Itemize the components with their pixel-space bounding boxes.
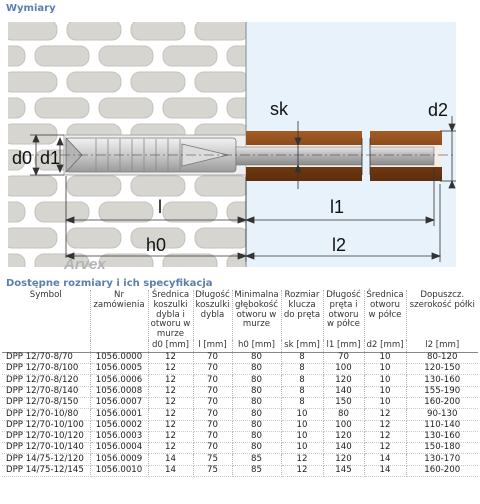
table-row <box>2 443 478 454</box>
table-cell: 80 <box>232 443 281 454</box>
unit-cell: sk [mm] <box>281 340 323 352</box>
table-cell: 8 <box>281 375 323 386</box>
table-cell: 10 <box>281 431 323 442</box>
label-d0: d0 <box>12 148 33 168</box>
label-l1: l1 <box>330 197 345 217</box>
table-cell: 140 <box>323 386 364 397</box>
table-cell: 12 <box>148 386 193 397</box>
table-cell-symbol: DPP 12/70-8/100 <box>2 364 90 375</box>
table-cell-symbol: DPP 14/75-12/120 <box>2 454 90 465</box>
table-cell-symbol: DPP 12/70-10/140 <box>2 443 90 454</box>
table-cell: 120 <box>323 454 364 465</box>
spec-table-body <box>2 352 478 476</box>
table-cell: 10 <box>364 386 406 397</box>
table-cell: 14 <box>364 465 406 476</box>
table-cell: 1056.0009 <box>90 454 148 465</box>
table-cell: 70 <box>193 397 232 408</box>
anchor-diagram-svg <box>0 18 480 275</box>
spec-title: Dostępne rozmiary i ich specyfikacja <box>6 278 213 289</box>
units-row <box>2 340 478 352</box>
col-order-no: Nr zamówienia <box>90 290 148 340</box>
table-row <box>2 420 478 431</box>
table-cell: 75 <box>193 454 232 465</box>
col-sk: Rozmiar klucza do pręta <box>281 290 323 340</box>
table-cell: 90-130 <box>406 409 478 420</box>
table-cell: 1056.0008 <box>90 386 148 397</box>
table-row <box>2 454 478 465</box>
table-cell: 12 <box>364 420 406 431</box>
col-d2: Średnica otworu w półce <box>364 290 406 340</box>
unit-cell: l1 [mm] <box>323 340 364 352</box>
table-cell-symbol: DPP 14/75-12/145 <box>2 465 90 476</box>
unit-cell: d2 [mm] <box>364 340 406 352</box>
table-cell: 80 <box>232 352 281 363</box>
table-cell: 12 <box>148 431 193 442</box>
table-cell: 85 <box>232 465 281 476</box>
table-cell: 10 <box>364 397 406 408</box>
label-l2: l2 <box>332 235 347 255</box>
label-d2: d2 <box>428 100 449 120</box>
table-cell: 145 <box>323 465 364 476</box>
table-cell-symbol: DPP 12/70-10/120 <box>2 431 90 442</box>
table-cell: 8 <box>281 397 323 408</box>
table-cell-symbol: DPP 12/70-10/100 <box>2 420 90 431</box>
table-cell: 12 <box>364 443 406 454</box>
label-h0: h0 <box>146 235 167 255</box>
table-cell: 150 <box>323 397 364 408</box>
table-cell: 80-120 <box>406 352 478 363</box>
table-cell: 100 <box>323 364 364 375</box>
table-cell: 80 <box>232 431 281 442</box>
table-cell: 160-200 <box>406 397 478 408</box>
table-cell: 12 <box>148 420 193 431</box>
table-cell: 10 <box>281 420 323 431</box>
table-cell: 150-180 <box>406 443 478 454</box>
table-cell: 160-200 <box>406 465 478 476</box>
table-row <box>2 431 478 442</box>
col-symbol: Symbol <box>2 290 90 340</box>
col-h0: Minimalna głębokość otworu w murze <box>232 290 281 340</box>
table-cell: 85 <box>232 454 281 465</box>
table-row <box>2 465 478 476</box>
table-row <box>2 352 478 363</box>
table-cell: 12 <box>364 431 406 442</box>
table-cell: 80 <box>232 386 281 397</box>
table-cell: 10 <box>281 409 323 420</box>
col-l1: Długość pręta i otworu w półce <box>323 290 364 340</box>
section-title: Wymiary <box>6 3 56 14</box>
table-cell: 1056.0005 <box>90 364 148 375</box>
table-cell: 1056.0002 <box>90 420 148 431</box>
table-cell: 70 <box>193 409 232 420</box>
table-cell: 70 <box>193 420 232 431</box>
table-cell: 1056.0004 <box>90 443 148 454</box>
table-cell-symbol: DPP 12/70-8/150 <box>2 397 90 408</box>
table-cell: 80 <box>232 397 281 408</box>
unit-cell: d0 [mm] <box>148 340 193 352</box>
table-cell: 1056.0001 <box>90 409 148 420</box>
table-cell: 80 <box>232 364 281 375</box>
table-row <box>2 386 478 397</box>
table-cell: 12 <box>281 465 323 476</box>
table-cell: 14 <box>364 454 406 465</box>
table-cell: 80 <box>232 409 281 420</box>
table-cell: 12 <box>148 443 193 454</box>
threaded-rod <box>236 147 434 165</box>
table-row <box>2 397 478 408</box>
table-cell-symbol: DPP 12/70-10/80 <box>2 409 90 420</box>
table-cell: 8 <box>281 386 323 397</box>
unit-cell <box>2 340 90 352</box>
table-cell: 14 <box>148 465 193 476</box>
table-cell: 70 <box>193 375 232 386</box>
table-cell: 12 <box>148 352 193 363</box>
table-cell: 75 <box>193 465 232 476</box>
table-cell: 120 <box>323 431 364 442</box>
table-cell: 80 <box>232 420 281 431</box>
table-cell: 1056.0006 <box>90 375 148 386</box>
table-row <box>2 364 478 375</box>
table-cell: 1056.0003 <box>90 431 148 442</box>
label-l: l <box>158 197 162 217</box>
header-row <box>2 290 478 340</box>
table-cell: 12 <box>148 364 193 375</box>
dimension-diagram <box>0 18 480 275</box>
table-cell: 12 <box>364 409 406 420</box>
table-cell: 10 <box>364 375 406 386</box>
label-sk: sk <box>270 99 288 119</box>
table-cell: 1056.0010 <box>90 465 148 476</box>
table-row <box>2 375 478 386</box>
table-cell: 70 <box>193 443 232 454</box>
table-cell: 8 <box>281 352 323 363</box>
table-cell: 130-160 <box>406 375 478 386</box>
col-l: Długość koszulki dybla <box>193 290 232 340</box>
table-cell: 10 <box>364 364 406 375</box>
table-cell: 80 <box>323 409 364 420</box>
table-cell: 70 <box>323 352 364 363</box>
table-cell: 70 <box>193 364 232 375</box>
table-cell: 70 <box>193 386 232 397</box>
table-cell: 12 <box>148 397 193 408</box>
table-cell: 14 <box>148 454 193 465</box>
table-cell: 120 <box>323 375 364 386</box>
unit-cell: h0 [mm] <box>232 340 281 352</box>
col-d0: Średnica koszulki dybla i otworu w murze <box>148 290 193 340</box>
unit-cell: l2 [mm] <box>406 340 478 352</box>
table-cell: 80 <box>232 375 281 386</box>
table-cell: 70 <box>193 352 232 363</box>
table-row <box>2 409 478 420</box>
table-cell: 130-160 <box>406 431 478 442</box>
table-cell: 155-190 <box>406 386 478 397</box>
table-cell: 1056.0000 <box>90 352 148 363</box>
table-cell-symbol: DPP 12/70-8/70 <box>2 352 90 363</box>
spec-table <box>2 290 478 477</box>
table-cell: 10 <box>364 352 406 363</box>
table-cell: 12 <box>281 454 323 465</box>
arvex-logo: Arvex <box>64 256 106 273</box>
col-l2: Dopuszcz. szerokość półki <box>409 290 475 310</box>
unit-cell: l [mm] <box>193 340 232 352</box>
table-cell: 8 <box>281 364 323 375</box>
table-cell: 140 <box>323 443 364 454</box>
table-cell: 12 <box>148 409 193 420</box>
label-d1: d1 <box>40 148 61 168</box>
table-cell: 130-170 <box>406 454 478 465</box>
unit-cell <box>90 340 148 352</box>
table-cell-symbol: DPP 12/70-8/120 <box>2 375 90 386</box>
table-cell-symbol: DPP 12/70-8/140 <box>2 386 90 397</box>
table-cell: 100 <box>323 420 364 431</box>
table-cell: 110-140 <box>406 420 478 431</box>
table-cell: 70 <box>193 431 232 442</box>
table-cell: 10 <box>281 443 323 454</box>
table-cell: 1056.0007 <box>90 397 148 408</box>
table-cell: 120-150 <box>406 364 478 375</box>
table-cell: 12 <box>148 375 193 386</box>
